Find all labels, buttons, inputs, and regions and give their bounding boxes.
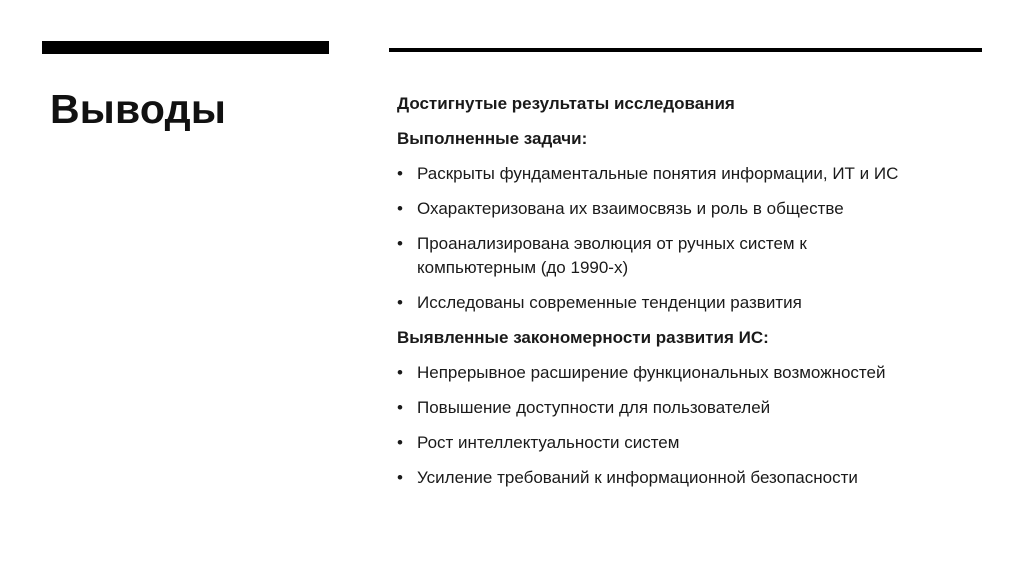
list-item-text: Исследованы современные тенденции развития (417, 293, 802, 312)
patterns-heading: Выявленные закономерности развития ИС: (397, 328, 769, 347)
bullet-icon: • (397, 293, 403, 312)
list-item-text: Охарактеризована их взаимосвязь и роль в обществе (417, 199, 844, 218)
completed-tasks-heading: Выполненные задачи: (397, 129, 588, 148)
bullet-icon: • (397, 234, 403, 253)
list-item-text: Рост интеллектуальности систем (417, 433, 680, 452)
bullet-icon: • (397, 398, 403, 417)
results-heading: Достигнутые результаты исследования (397, 94, 735, 113)
list-item-text: Непрерывное расширение функциональных возможностей (417, 363, 886, 382)
list-item-text: Усиление требований к информационной безопасности (417, 468, 858, 487)
bullet-icon: • (397, 363, 403, 382)
conclusions-content (397, 92, 997, 501)
list-item (397, 232, 887, 280)
bullet-icon: • (397, 199, 403, 218)
list-item (397, 396, 997, 420)
bullet-icon: • (397, 468, 403, 487)
list-item (397, 162, 997, 186)
list-item (397, 466, 997, 490)
list-item (397, 361, 997, 385)
bullet-icon: • (397, 433, 403, 452)
list-item-text: Раскрыты фундаментальные понятия информации, ИТ и ИС (417, 164, 899, 183)
list-item (397, 291, 997, 315)
list-item (397, 431, 997, 455)
list-item-text: Проанализирована эволюция от ручных систем к компьютерным (до 1990-х) (417, 234, 807, 277)
slide-title: Выводы (50, 86, 227, 132)
list-item-text: Повышение доступности для пользователей (417, 398, 771, 417)
bullet-icon: • (397, 164, 403, 183)
title-accent-bar (42, 41, 329, 54)
content-divider-line (389, 48, 982, 52)
list-item (397, 197, 997, 221)
